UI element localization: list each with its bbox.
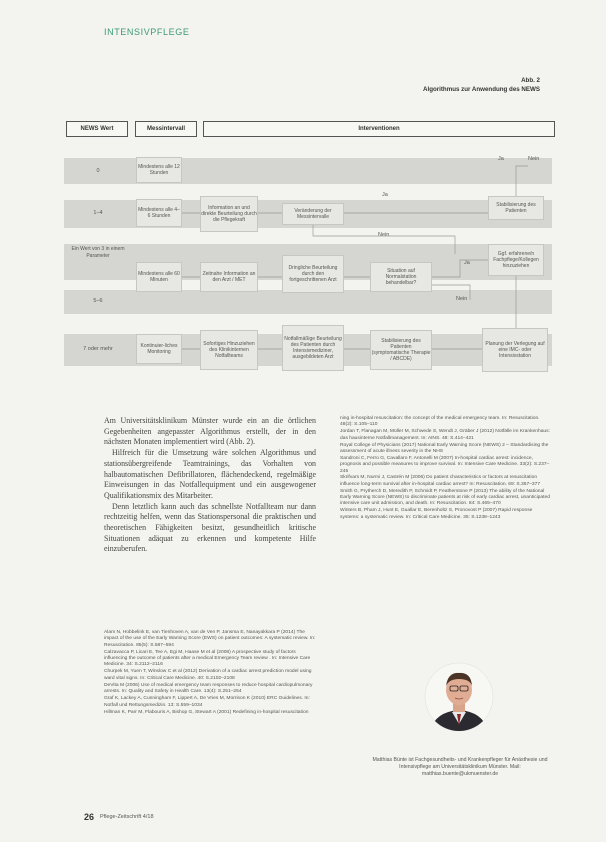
- references-left: [104, 630, 316, 717]
- reference-item: ning in-hospital resuscitation: the concept of the medical emergency team. In: Resuscitation. 48(2): S.105–110: [340, 416, 540, 428]
- news-value-r2b: 5–6: [93, 298, 103, 304]
- body-text-column: [104, 416, 316, 555]
- header-news: NEWS Wert: [66, 121, 128, 137]
- interval-box-r3: Kontinuier-liches Monitoring: [136, 334, 182, 364]
- decision-nein-1: Nein: [378, 232, 390, 238]
- reference-item: Hillman K, Parr M, Flabouris A, Bishop G, Stewart A (2001) Redefining in-hospital resuscitation: [104, 709, 309, 715]
- figure-title: Algorithmus zur Anwendung des NEWS: [423, 86, 540, 93]
- interval-box-r1: Mindestens alle 4–6 Stunden: [136, 199, 182, 227]
- box-stabil2: Stabilisierung des Patienten (symptomatische Therapie / ABCDE): [370, 330, 432, 370]
- reference-item: Smith G, Prytherch D, Meredith P, Schmidt P, Featherstone P (2013) The ability of the National Early Warning Score (NEWS) to discriminate patients at risk of early cardiac arrest, unanticipated intensive care unit admission, and death. In: Resuscitation. 84: S.465–470: [340, 488, 550, 507]
- news-value-r2a: Ein Wert von 3 in einem Parameter: [71, 246, 125, 259]
- reference-item: Graf K, Lackey A, Cunningham F, Lippert A, De Vries M, Morrison K (2010) ERC Guidelines. In:: [104, 695, 310, 701]
- reference-item: Winters B, Pham J, Hunt E, Guallar E, Berenholtz S, Pronovost P (2007) Rapid response systems: a systematic review. In: Critical Care Medicine. 35: S.1238–1243: [340, 508, 533, 520]
- box-arzt: Zeitnahe Information an den Arzt / MET: [200, 262, 258, 292]
- body-paragraph-1: Am Universitätsklinikum Münster wurde ein an die örtlichen Gegebenheiten angepasster Algorithmus erstellt, der in den nächsten Monaten implementiert wird (Abb. 2).: [104, 416, 316, 447]
- decision-ja-2: Ja: [464, 260, 470, 266]
- box-sofort: Sofortiges Hinzuziehen des Klinikinternen Notfallteams: [200, 330, 258, 370]
- interval-box-r2: Mindestens alle 60 Minuten: [136, 262, 182, 292]
- section-label: INTENSIVPFLEGE: [104, 27, 190, 37]
- reference-item: DeVita M (2006) Use of medical emergency team responses to reduce hospital cardiopulmonary arrests. In: Quality and Safety in Health Care. 13(4): S.251–254: [104, 682, 313, 694]
- reference-item: Sandroni C, Ferro G, Cavallaro F, Antonelli M (2007) In-hospital cardiac arrest: incidence, prognosis and possible measures to improve survival. In: Intensive Care Medicine. 33(2): S.237–245: [340, 455, 550, 474]
- decision-nein-2: Nein: [456, 296, 468, 302]
- reference-item: Jordan T, Flanagan M, Müller M, Schwede S, Wendt J, Gräber J (2012) Notfälle im Krankenhaus: das hausinterne Notfallmanagement. In: AINS. 48: S.414–421: [340, 429, 550, 441]
- reference-item: Skrifvars M, Nurmi J, Castrén M (2006) Do patient characteristics or factors at resuscitation influence long-term survival after in-hospital cardiac arrest? In: Resuscitation. 69: S.367–377: [340, 475, 541, 487]
- figure-title-block: [423, 76, 540, 94]
- box-notfall: Notfallmäßige Beurteilung des Patienten durch Intensivmediziner, ausgebildeten Arzt: [282, 325, 344, 371]
- decision-ja-3: Ja: [498, 156, 504, 162]
- journal-name: Pflege-Zeitschrift 4/18: [100, 814, 154, 820]
- author-photo: [424, 662, 494, 732]
- reference-item: Notfall und Rettungsmedizin. 13: S.559–1034: [104, 702, 203, 708]
- author-caption: Matthias Bünte ist Fachgesundheits- und Krankenpfleger für Anästhesie und Intensivpflege am Universitätsklinikum Münster. Mail: matthias.buente@ukmuenster.de: [372, 757, 548, 777]
- news-value-r1: 1–4: [93, 210, 103, 216]
- box-stabil: Stabilisierung des Patienten: [488, 196, 544, 220]
- news-value-r0: 0: [96, 168, 100, 174]
- references-right: [340, 416, 552, 522]
- box-planung: Planung der Verlegung auf eine IMC- oder Intensivstation: [482, 328, 548, 372]
- body-paragraph-2: Hilfreich für die Umsetzung wäre solchen Algorithmus und stationsübergreifende Teamtrainings, das Vorhalten von halbautomatischen Defibrillatoren, flächendeckend, regelmäßige Einweisungen in das Notfallequipment und ein ausgewogener Qualifikationsmix des Mitarbeiter.: [104, 448, 316, 500]
- reference-item: Calzavacca P, Licari E, Tee A, Egi M, Haase M et al (2008) A prospective study of factors influencing the outcome of patients after a medical Emergency Team review . In: Intensive Care Medicine. 34: S.2112–2116: [104, 649, 311, 668]
- header-interventions: Interventionen: [203, 121, 555, 137]
- page-number: 26: [84, 812, 95, 822]
- body-paragraph-3: Denn letztlich kann auch das schnellste Notfallteam nur dann rechtzeitig helfen, wenn das Stationspersonal die praktischen und theoretischen Fähigkeiten besitzt, gesundheitlich kritische Situationen adäquat zu erkennen und kompetente Hilfe einzuberufen.: [104, 501, 316, 554]
- header-interval: Messintervall: [135, 121, 197, 137]
- box-change: Veränderung der Messintervalle: [282, 203, 344, 225]
- decision-ja-1: Ja: [382, 192, 388, 198]
- box-dringlich: Dringliche Beurteilung durch den fortgeschrittenen Arzt: [282, 255, 344, 293]
- news-value-r3: 7 oder mehr: [83, 346, 113, 352]
- reference-item: Alam N, Hobbelink E, van Tienhoven A, van de Ven P, Jansma E, Nanayakkara P (2014) The impact of the use of the Early Warning Score (EWS) on patient outcomes: A systematic review. In: Resuscitation. 85(5): S.587–594: [104, 630, 316, 648]
- reference-item: Royal College of Physicians (2017) National Early Warning Score (NEWS) 2 – Standardising the assessment of acute illness severity in the NHS: [340, 442, 549, 454]
- interval-box-r0: Mindestens alle 12 Stunden: [136, 157, 182, 183]
- box-situation: Situation auf Normalstation behandelbar?: [370, 262, 432, 292]
- figure-label: Abb. 2: [521, 77, 540, 84]
- row-band-r2b: [64, 290, 552, 314]
- box-inform: Information an und direkte Beurteilung durch die Pflegekraft: [200, 196, 258, 232]
- box-erfahren: Ggf. erfahrene/n Fachpflege/Kollegen hinzuziehen: [488, 244, 544, 276]
- reference-item: Churpek M, Yuen T, Winslow C et al (2012) Derivation of a cardiac arrest prediction model using ward vital signs. In: Critical Care Medicine. 40: S.2102–2108: [104, 669, 312, 681]
- decision-nein-3: Nein: [528, 156, 540, 162]
- page-footer: [84, 812, 154, 822]
